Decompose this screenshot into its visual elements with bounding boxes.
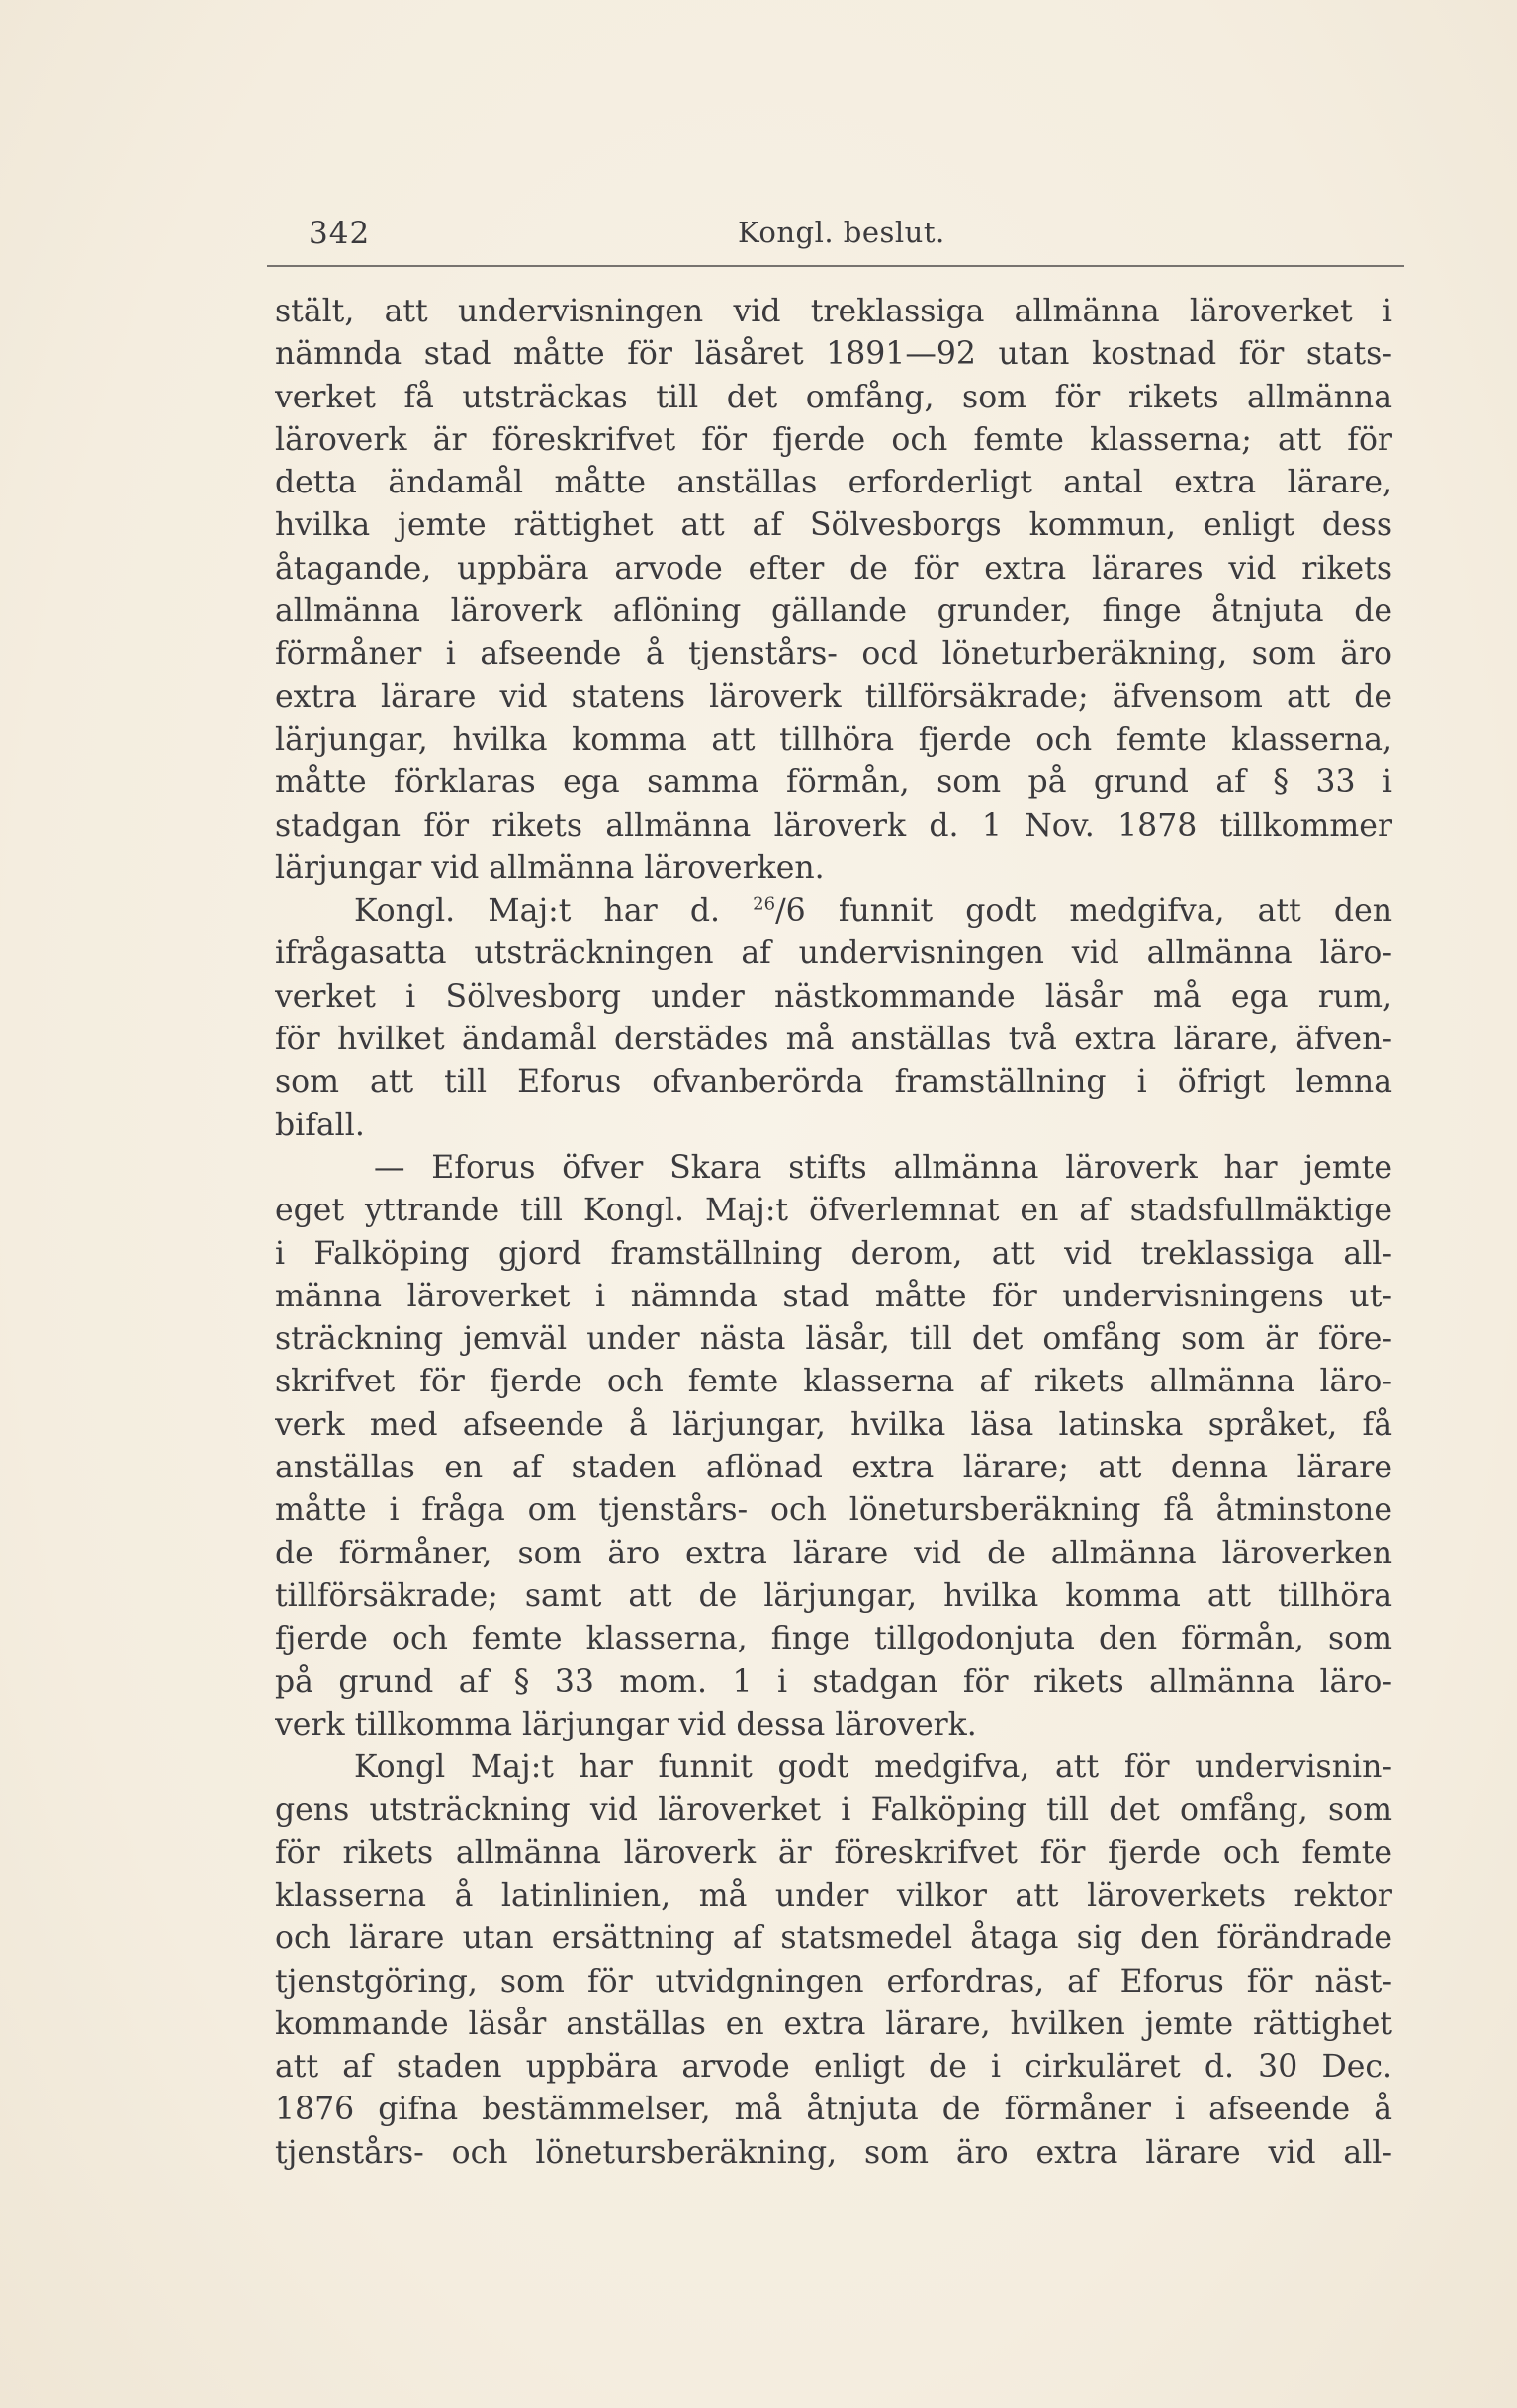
- text-line: och lärare utan ersättning af statsmedel åtaga sig den förändrade: [275, 1920, 1392, 1957]
- text-line: verket i Sölvesborg under nästkommande läsår må ega rum,: [275, 978, 1392, 1015]
- text-line: eget yttrande till Kongl. Maj:t öfverlemnat en af stadsfullmäktige: [275, 1193, 1392, 1229]
- text-line: ifrågasatta utsträckningen af undervisningen vid allmänna läro-: [275, 936, 1392, 972]
- text-line: stält, att undervisningen vid treklassiga allmänna läroverket i: [275, 294, 1392, 329]
- text-line: förmåner i afseende å tjenstårs- ocd löneturberäkning, som äro: [275, 636, 1392, 672]
- text-line: — Eforus öfver Skara stifts allmänna läroverk har jemte: [374, 1149, 1392, 1186]
- page-number: 342: [309, 216, 371, 251]
- text-line: kommande läsår anställas en extra lärare, hvilken jemte rättighet: [275, 2006, 1392, 2042]
- text-line: 1876 gifna bestämmelser, må åtnjuta de förmåner i afseende å: [275, 2092, 1392, 2128]
- text-line: verk med afseende å lärjungar, hvilka läsa latinska språket, få: [275, 1406, 1392, 1443]
- text-line: fjerde och femte klasserna, finge tillgodonjuta den förmån, som: [275, 1621, 1392, 1657]
- text-line: läroverk är föreskrifvet för fjerde och femte klasserna; att för: [275, 421, 1392, 458]
- date-superscript: 26: [753, 893, 776, 915]
- text-line: måtte i fråga om tjenstårs- och lönetursberäkning få åtminstone: [275, 1492, 1392, 1529]
- text-line: männa läroverket i nämnda stad måtte för undervisningens ut-: [275, 1278, 1392, 1314]
- text-line: lärjungar, hvilka komma att tillhöra fjerde och femte klasserna,: [275, 721, 1392, 758]
- text-line: tjenstårs- och lönetursberäkning, som äro extra lärare vid all-: [275, 2134, 1392, 2171]
- text-line: i Falköping gjord framställning derom, att vid treklassiga all-: [275, 1235, 1392, 1272]
- text-line: stadgan för rikets allmänna läroverk d. 1 Nov. 1878 tillkommer: [275, 807, 1392, 844]
- text-line: hvilka jemte rättighet att af Sölvesborgs kommun, enligt dess: [275, 507, 1392, 544]
- text-line: detta ändamål måtte anställas erforderligt antal extra lärare,: [275, 465, 1392, 501]
- text-line: för hvilket ändamål derstädes må anställas två extra lärare, äfven-: [275, 1022, 1392, 1058]
- text-line: extra lärare vid statens läroverk tillförsäkrade; äfvensom att de: [275, 678, 1392, 715]
- body-text: [275, 291, 1392, 2175]
- text-line: på grund af § 33 mom. 1 i stadgan för rikets allmänna läro-: [275, 1663, 1392, 1700]
- text-line: måtte förklaras ega samma förmån, som på grund af § 33 i: [275, 764, 1392, 801]
- text-line: åtagande, uppbära arvode efter de för extra lärares vid rikets: [275, 550, 1392, 586]
- text-fragment: Kongl. Maj:t har d.: [354, 893, 720, 930]
- header-rule: [267, 265, 1404, 267]
- text-line: Kongl Maj:t har funnit godt medgifva, att för undervisnin-: [354, 1749, 1392, 1786]
- text-line: för rikets allmänna läroverk är föreskrifvet för fjerde och femte: [275, 1834, 1392, 1871]
- text-line: som att till Eforus ofvanberörda framställning i öfrigt lemna: [275, 1064, 1392, 1101]
- text-line: bifall.: [275, 1107, 365, 1143]
- text-line: [275, 890, 1392, 933]
- text-line: nämnda stad måtte för läsåret 1891—92 utan kostnad för stats-: [275, 336, 1392, 373]
- text-line: de förmåner, som äro extra lärare vid de allmänna läroverken: [275, 1535, 1392, 1571]
- text-line: sträckning jemväl under nästa läsår, till det omfång som är före-: [275, 1321, 1392, 1358]
- running-head: Kongl. beslut.: [738, 216, 945, 249]
- text-line: tjenstgöring, som för utvidgningen erfordras, af Eforus för näst-: [275, 1963, 1392, 2000]
- page-header: [309, 206, 1377, 255]
- text-line: verket få utsträckas till det omfång, som för rikets allmänna: [275, 379, 1392, 415]
- text-line: att af staden uppbära arvode enligt de i cirkuläret d. 30 Dec.: [275, 2049, 1392, 2086]
- text-fragment: /6 funnit godt medgifva, att den: [775, 893, 1392, 930]
- text-line: anställas en af staden aflönad extra lärare; att denna lärare: [275, 1450, 1392, 1486]
- text-line: tillförsäkrade; samt att de lärjungar, hvilka komma att tillhöra: [275, 1577, 1392, 1614]
- text-line: verk tillkomma lärjungar vid dessa läroverk.: [275, 1706, 977, 1742]
- text-line: lärjungar vid allmänna läroverken.: [275, 849, 825, 886]
- text-line: skrifvet för fjerde och femte klasserna af rikets allmänna läro-: [275, 1364, 1392, 1400]
- text-line: allmänna läroverk aflöning gällande grunder, finge åtnjuta de: [275, 593, 1392, 630]
- text-line: gens utsträckning vid läroverket i Falköping till det omfång, som: [275, 1792, 1392, 1828]
- text-line: klasserna å latinlinien, må under vilkor att läroverkets rektor: [275, 1877, 1392, 1914]
